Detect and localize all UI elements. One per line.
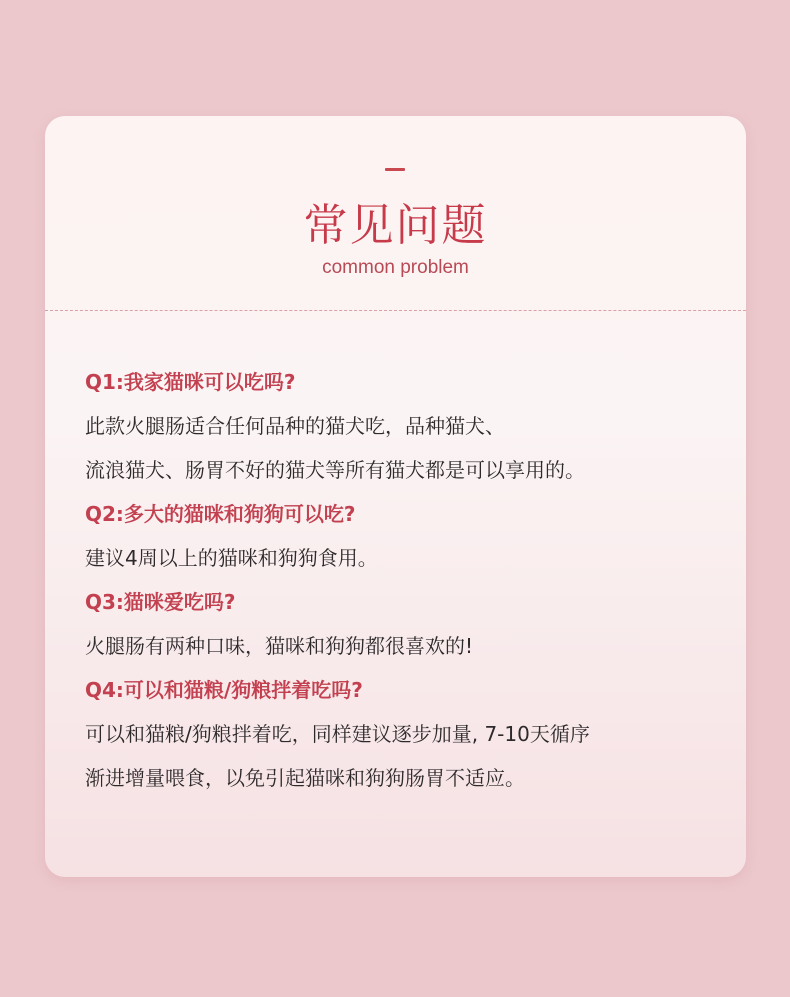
faq-answer-1-line-2: 流浪猫犬、肠胃不好的猫犬等所有猫犬都是可以享用的。 [85, 458, 585, 482]
faq-answer-4-line-1: 可以和猫粮/狗粮拌着吃，同样建议逐步加量, 7-10天循序 [85, 722, 590, 746]
faq-answer-2-line-1: 建议4周以上的猫咪和狗狗食用。 [85, 546, 378, 570]
title-dash-decoration [385, 168, 405, 171]
faq-answer-4-line-2: 渐进增量喂食，以免引起猫咪和狗狗肠胃不适应。 [85, 766, 525, 790]
faq-answer-3-line-1: 火腿肠有两种口味，猫咪和狗狗都很喜欢的! [85, 634, 474, 658]
faq-list [85, 360, 715, 800]
page-subtitle: common problem [322, 257, 469, 278]
faq-question-3: Q3:猫咪爱吃吗? [85, 590, 236, 614]
faq-answer-1-line-1: 此款火腿肠适合任何品种的猫犬吃，品种猫犬、 [85, 414, 505, 438]
page-title: 常见问题 [303, 200, 488, 251]
dashed-divider [45, 310, 746, 311]
faq-question-1: Q1:我家猫咪可以吃吗? [85, 370, 296, 394]
faq-card [45, 116, 746, 877]
faq-question-2: Q2:多大的猫咪和狗狗可以吃? [85, 502, 356, 526]
faq-question-4: Q4:可以和猫粮/狗粮拌着吃吗? [85, 678, 363, 702]
